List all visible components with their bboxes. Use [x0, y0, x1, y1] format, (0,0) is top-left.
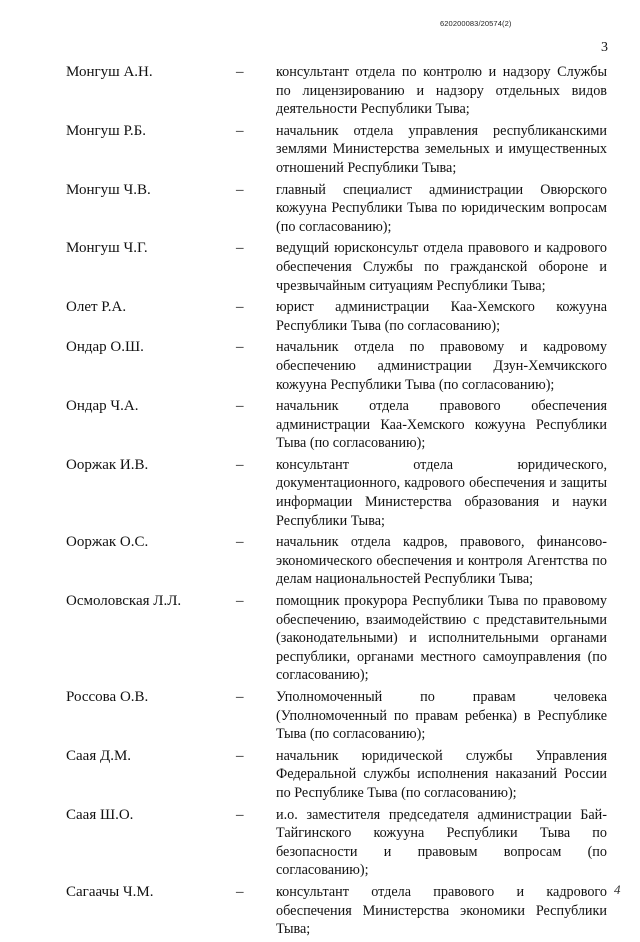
member-name: Монгуш А.Н.	[66, 64, 153, 80]
dash-separator: –	[236, 339, 244, 356]
member-position: ведущий юрисконсульт отдела правового и кадрового обеспечения Службы по гражданской обороне и чрезвычайным ситуациям Республики Тыва;	[276, 240, 607, 294]
list-item	[0, 688, 640, 747]
member-name: Монгуш Ч.В.	[66, 181, 151, 198]
list-item	[0, 122, 640, 181]
list-item	[0, 298, 640, 338]
member-position: консультант отдела по контролю и надзору Службы по лицензированию и надзору отдельных видов деятельности Республики Тыва;	[276, 64, 607, 118]
member-position: консультант отдела юридического, документационного, кадрового обеспечения и защиты информации Министерства образования и науки Республики Тыва;	[276, 456, 607, 529]
member-position: главный специалист администрации Овюрского кожууна Республики Тыва по юридическим вопросам (по согласованию);	[276, 181, 607, 235]
list-item	[0, 63, 640, 122]
member-name: Олет Р.А.	[66, 299, 127, 316]
list-item	[0, 533, 640, 592]
member-name: Монгуш Ч.Г.	[66, 240, 148, 257]
member-position: начальник отдела правового обеспечения администрации Каа-Хемского кожууна Республики Тыва (по согласованию);	[276, 398, 607, 452]
member-position: консультант отдела правового и кадрового обеспечения Министерства экономики Республики Тыва;	[276, 883, 607, 938]
list-item	[0, 806, 640, 883]
dash-separator: –	[236, 534, 244, 551]
member-name: Ондар О.Ш.	[66, 339, 144, 356]
list-item	[0, 592, 640, 688]
member-name: Монгуш Р.Б.	[66, 122, 147, 139]
list-item	[0, 338, 640, 397]
member-name: Саая Ш.О.	[66, 806, 134, 823]
dash-separator: –	[236, 240, 244, 257]
member-name: Ондар Ч.А.	[66, 398, 139, 415]
member-name: Саая Д.М.	[66, 747, 132, 764]
member-position: юрист администрации Каа-Хемского кожууна Республики Тыва (по согласованию);	[276, 299, 607, 334]
dash-separator: –	[236, 747, 244, 764]
list-item	[0, 239, 640, 298]
dash-separator: –	[236, 122, 244, 139]
document-code: 620200083/20574(2)	[440, 19, 512, 28]
member-name: Ооржак И.В.	[66, 456, 149, 473]
member-name: Сагаачы Ч.М.	[66, 883, 154, 900]
dash-separator: –	[236, 64, 244, 80]
member-position: начальник отдела кадров, правового, финансово-экономического обеспечения и контроля Агентства по делам национальностей Республики Тыва;	[276, 534, 607, 588]
dash-separator: –	[236, 299, 244, 316]
list-item	[0, 747, 640, 806]
member-position: помощник прокурора Республики Тыва по правовому обеспечению, взаимодействию с представительными (законодательными) и исполнительными органами республики, органами местного самоуправления (по согласованию);	[276, 593, 607, 684]
dash-separator: –	[236, 883, 244, 900]
list-item	[0, 181, 640, 240]
list-item	[0, 397, 640, 456]
member-position: начальник юридической службы Управления Федеральной службы исполнения наказаний России по Республике Тыва (по согласованию);	[276, 747, 607, 801]
member-name: Россова О.В.	[66, 689, 149, 705]
list-item	[0, 456, 640, 533]
dash-separator: –	[236, 806, 244, 823]
member-name: Ооржак О.С.	[66, 534, 149, 551]
member-position: Уполномоченный по правам человека (Уполномоченный по правам ребенка) в Республике Тыва (по согласованию);	[276, 689, 607, 743]
dash-separator: –	[236, 456, 244, 473]
commission-members-list	[0, 63, 640, 942]
dash-separator: –	[236, 398, 244, 415]
member-position: начальник отдела управления республиканскими землями Министерства земельных и имущественных отношений Республики Тыва;	[276, 122, 607, 176]
page-number: 3	[601, 40, 608, 55]
dash-separator: –	[236, 689, 244, 705]
member-name: Осмоловская Л.Л.	[66, 593, 182, 610]
handwritten-page-mark: 4	[614, 882, 621, 897]
member-position: начальник отдела по правовому и кадровому обеспечению администрации Дзун-Хемчикского кожууна Республики Тыва (по согласованию);	[276, 339, 607, 393]
list-item	[0, 883, 640, 942]
dash-separator: –	[236, 593, 244, 610]
dash-separator: –	[236, 181, 244, 198]
member-position: и.о. заместителя председателя администрации Бай-Тайгинского кожууна Республики Тыва по безопасности и правовым вопросам (по согласованию);	[276, 806, 607, 879]
